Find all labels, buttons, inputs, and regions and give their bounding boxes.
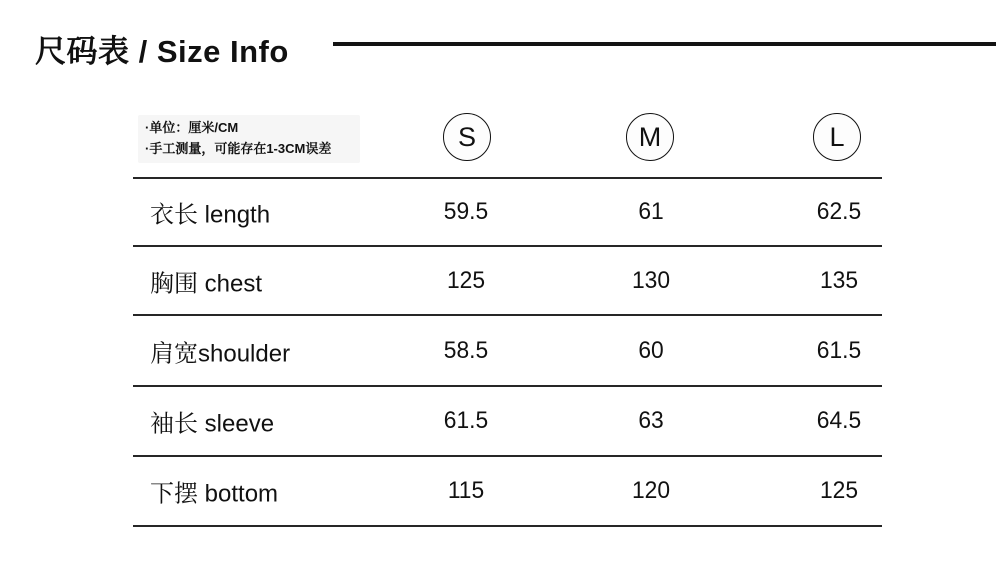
cell-sleeve-s: 61.5	[443, 407, 489, 434]
table-row-bottom	[133, 457, 882, 527]
size-label-s: S	[457, 121, 476, 152]
size-header-s	[443, 113, 491, 161]
cell-sleeve-l: 64.5	[816, 407, 862, 434]
page-title: 尺码表 / Size Info	[35, 34, 289, 69]
table-row-chest	[133, 247, 882, 316]
measurement-notes	[138, 115, 360, 163]
row-label: 袖长 sleeve	[150, 410, 275, 438]
cell-sleeve-m: 63	[638, 407, 664, 434]
size-header-m	[626, 113, 674, 161]
cell-bottom-l: 125	[819, 477, 859, 504]
table-row-length	[133, 179, 882, 247]
row-label: 下摆 bottom	[150, 480, 279, 508]
size-header-l	[813, 113, 861, 161]
cell-bottom-s: 115	[447, 477, 485, 504]
cell-length-s: 59.5	[443, 198, 489, 225]
size-table	[133, 177, 882, 527]
size-label-l: L	[829, 121, 845, 152]
note-tolerance: ·手工测量，可能存在1-3CM误差	[145, 141, 332, 156]
cell-chest-s: 125	[446, 266, 486, 294]
cell-bottom-m: 120	[631, 477, 671, 504]
cell-length-l: 62.5	[816, 198, 862, 225]
row-label: 肩宽shoulder	[150, 340, 291, 367]
row-label: 衣长 length	[150, 201, 271, 229]
row-label: 胸围 chest	[150, 270, 263, 297]
table-row-shoulder	[133, 316, 882, 387]
size-label-m: M	[638, 121, 662, 152]
cell-chest-m: 130	[631, 266, 671, 294]
note-unit: ·单位：厘米/CM	[145, 120, 239, 135]
cell-shoulder-l: 61.5	[816, 336, 862, 364]
cell-chest-l: 135	[819, 266, 859, 294]
cell-length-m: 61	[638, 198, 664, 225]
cell-shoulder-s: 58.5	[443, 336, 489, 364]
table-row-sleeve	[133, 387, 882, 457]
cell-shoulder-m: 60	[638, 336, 664, 364]
title-rule	[333, 42, 996, 46]
